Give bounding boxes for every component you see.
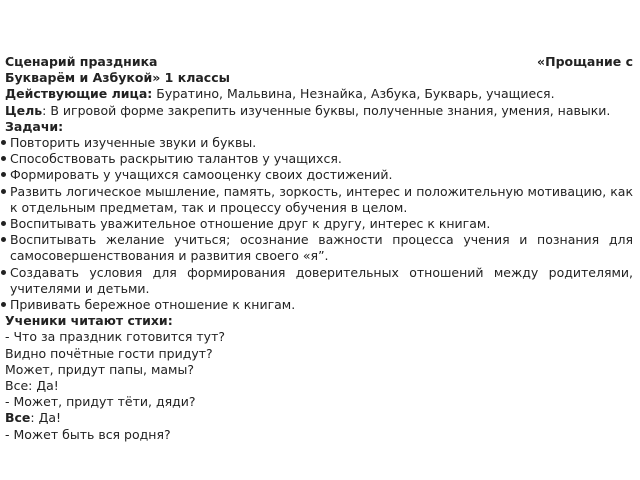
task-item: Воспитывать уважительное отношение друг к другу, интерес к книгам. (0, 216, 633, 232)
poem-line: - Что за праздник готовится тут? (5, 329, 225, 345)
poem-line: Может, придут папы, мамы? (5, 361, 194, 377)
poem-block (5, 329, 633, 442)
goal-text: : В игровой форме закрепить изученные буквы, полученные знания, умения, навыки. (42, 102, 611, 118)
task-item: Повторить изученные звуки и буквы. (0, 135, 633, 151)
poem-line: Все: Да! (5, 378, 59, 394)
title-left: Сценарий праздника (5, 54, 158, 69)
task-item: Способствовать раскрытию талантов у учащихся. (0, 151, 633, 167)
document-body (5, 54, 633, 443)
goal-label: Цель (5, 102, 43, 118)
task-item: Развить логическое мышление, память, зоркость, интерес и положительную мотивацию, как к отдельным предметам, так и процессу обучения в целом. (0, 184, 633, 216)
all-label: Все (5, 410, 31, 426)
tasks-list (5, 135, 633, 313)
characters-paragraph (5, 86, 633, 102)
poem-line: - Может быть вся родня? (5, 426, 171, 442)
all-text: : Да! (30, 410, 62, 426)
poem-heading: Ученики читают стихи: (5, 313, 173, 329)
poem-line: - Может, придут тёти, дяди? (5, 394, 196, 410)
characters-text: Буратино, Мальвина, Незнайка, Азбука, Букварь, учащиеся. (152, 86, 555, 102)
poem-line: Видно почётные гости придут? (5, 345, 213, 361)
characters-label: Действующие лица: (5, 86, 153, 102)
task-item: Создавать условия для формирования доверительных отношений между родителями, учителями и детьми. (0, 265, 633, 297)
title-right: «Прощание с (537, 54, 633, 69)
document-title (5, 54, 633, 70)
title-line-2: Букварём и Азбукой» 1 классы (5, 70, 230, 86)
task-item: Прививать бережное отношение к книгам. (0, 297, 633, 313)
poem-line-all (5, 410, 633, 426)
task-item: Воспитывать желание учиться; осознание важности процесса учения и познания для самосовершенствования и развития своего «я”. (0, 232, 633, 264)
goal-paragraph (5, 103, 633, 119)
task-item: Формировать у учащихся самооценку своих достижений. (0, 167, 633, 183)
tasks-heading: Задачи: (5, 118, 64, 134)
